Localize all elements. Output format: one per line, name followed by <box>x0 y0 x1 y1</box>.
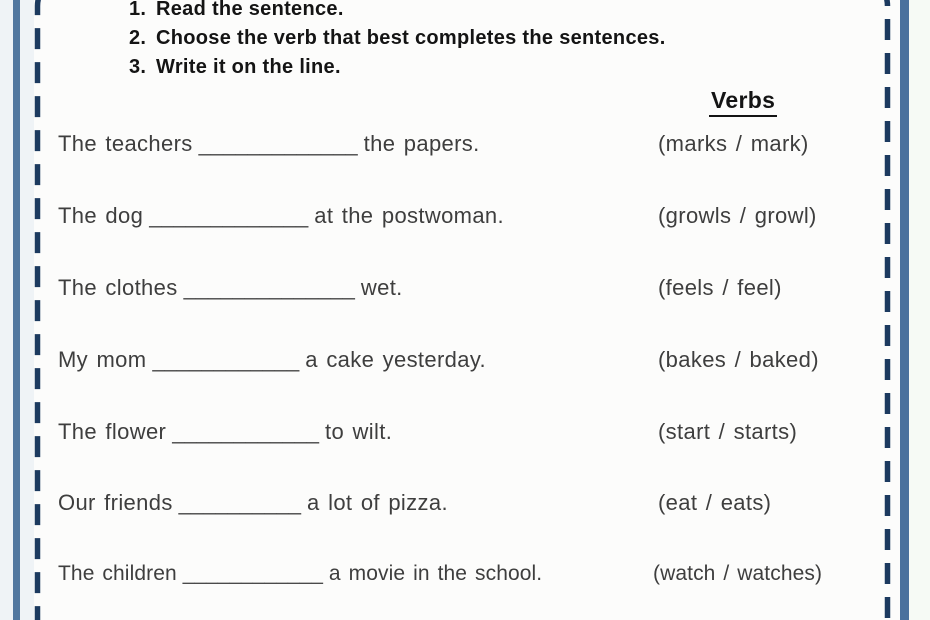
verb-options: (start / starts) <box>658 419 798 444</box>
sentence-row <box>0 419 930 449</box>
left-border-bar <box>13 0 20 620</box>
instructions-list <box>129 0 666 82</box>
sentence-after: to wilt. <box>325 419 393 444</box>
instruction-text: Choose the verb that best completes the sentences. <box>156 27 666 49</box>
answer-blank[interactable]: ____________ <box>182 562 323 585</box>
answer-blank[interactable]: ____________ <box>172 419 320 444</box>
sentence-row <box>0 131 930 161</box>
verb-options: (eat / eats) <box>658 490 772 515</box>
verb-options: (feels / feel) <box>658 275 782 300</box>
answer-blank[interactable]: ______________ <box>183 275 355 300</box>
instruction-item <box>129 24 666 53</box>
verb-options: (growls / growl) <box>658 203 817 228</box>
sentence-text <box>58 131 480 157</box>
instruction-number: 2. <box>129 27 147 49</box>
sentence-before: Our friends <box>58 490 173 515</box>
answer-blank[interactable]: _____________ <box>149 203 309 228</box>
verbs-column-header: Verbs <box>709 87 777 117</box>
sentence-before: The flower <box>58 419 167 444</box>
instruction-text: Read the sentence. <box>156 0 344 20</box>
sentence-row <box>0 347 930 377</box>
sentence-text <box>58 490 448 516</box>
sentence-after: a cake yesterday. <box>305 347 487 372</box>
answer-blank[interactable]: _____________ <box>198 131 358 156</box>
verb-options: (bakes / baked) <box>658 347 819 372</box>
sentence-after: a movie in the school. <box>328 562 543 585</box>
answer-blank[interactable]: __________ <box>178 490 302 515</box>
instruction-text: Write it on the line. <box>156 56 341 78</box>
sentence-before: The clothes <box>58 275 178 300</box>
instruction-number: 3. <box>129 56 147 78</box>
sentence-text <box>58 562 542 586</box>
sentence-row <box>0 203 930 233</box>
sentence-before: The dog <box>58 203 144 228</box>
verb-options: (watch / watches) <box>653 562 823 585</box>
sentence-before: The teachers <box>58 131 193 156</box>
sentence-after: a lot of pizza. <box>307 490 448 515</box>
sentence-text <box>58 347 486 373</box>
right-gutter <box>909 0 930 620</box>
sentence-text <box>58 203 504 229</box>
verb-options: (marks / mark) <box>658 131 809 156</box>
sentence-row <box>0 490 930 520</box>
sentence-text <box>58 419 392 445</box>
sentence-row <box>0 275 930 305</box>
answer-blank[interactable]: ____________ <box>152 347 300 372</box>
instruction-number: 1. <box>129 0 147 20</box>
sentence-after: the papers. <box>363 131 480 156</box>
sentence-before: My mom <box>58 347 147 372</box>
sentence-text <box>58 275 403 301</box>
right-border-bar <box>900 0 909 620</box>
sentence-before: The children <box>58 562 177 585</box>
sentence-after: wet. <box>360 275 403 300</box>
sentence-after: at the postwoman. <box>314 203 504 228</box>
instruction-item <box>129 53 666 82</box>
sentence-row <box>0 562 930 592</box>
instruction-item <box>129 0 666 24</box>
